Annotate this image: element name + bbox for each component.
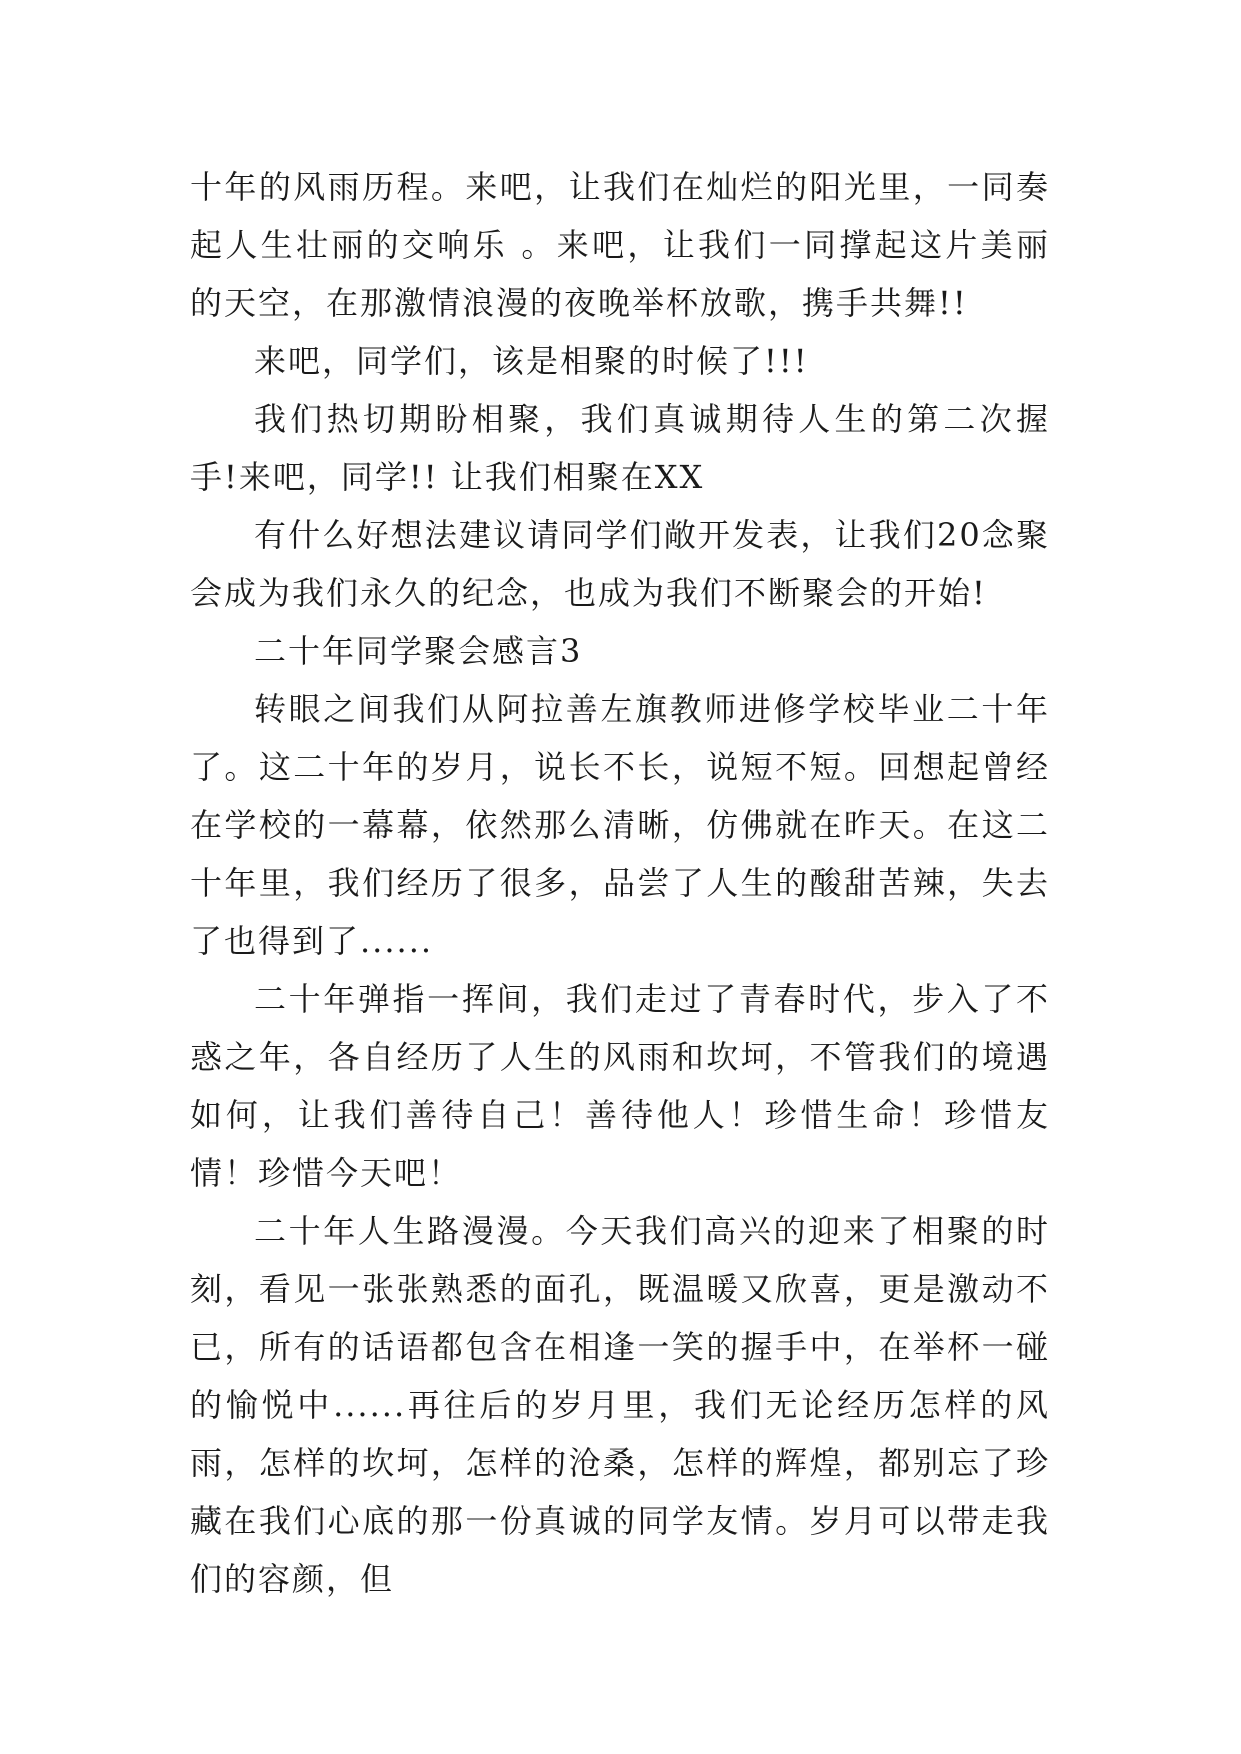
paragraph-2: 来吧，同学们，该是相聚的时候了!!! bbox=[254, 342, 809, 380]
section-heading: 二十年同学聚会感言3 bbox=[254, 632, 583, 670]
paragraph-1: 十年的风雨历程。来吧，让我们在灿烂的阳光里，一同奏起人生壮丽的交响乐 。来吧，让我们一同撑起这片美丽的天空，在那激情浪漫的夜晚举杯放歌，携手共舞!! bbox=[190, 168, 1050, 322]
paragraph-6: 二十年弹指一挥间，我们走过了青春时代，步入了不惑之年，各自经历了人生的风雨和坎坷，不管我们的境遇如何，让我们善待自己！善待他人！珍惜生命！珍惜友情！珍惜今天吧！ bbox=[190, 980, 1050, 1192]
paragraph-5: 转眼之间我们从阿拉善左旗教师进修学校毕业二十年了。这二十年的岁月，说长不长，说短不短。回想起曾经在学校的一幕幕，依然那么清晰，仿佛就在昨天。在这二十年里，我们经历了很多，品尝了人生的酸甜苦辣，失去了也得到了...... bbox=[190, 690, 1050, 960]
paragraph-7: 二十年人生路漫漫。今天我们高兴的迎来了相聚的时刻，看见一张张熟悉的面孔，既温暖又欣喜，更是激动不已，所有的话语都包含在相逢一笑的握手中，在举杯一碰的愉悦中......再往后的岁月里，我们无论经历怎样的风雨，怎样的坎坷，怎样的沧桑，怎样的辉煌，都别忘了珍藏在我们心底的那一份真诚的同学友情。岁月可以带走我们的容颜，但 bbox=[190, 1212, 1050, 1598]
paragraph-3: 我们热切期盼相聚，我们真诚期待人生的第二次握手!来吧，同学!! 让我们相聚在XX bbox=[190, 400, 1050, 496]
document-body bbox=[190, 158, 1050, 1608]
paragraph-4: 有什么好想法建议请同学们敞开发表，让我们20念聚会成为我们永久的纪念，也成为我们不断聚会的开始! bbox=[190, 516, 1050, 612]
